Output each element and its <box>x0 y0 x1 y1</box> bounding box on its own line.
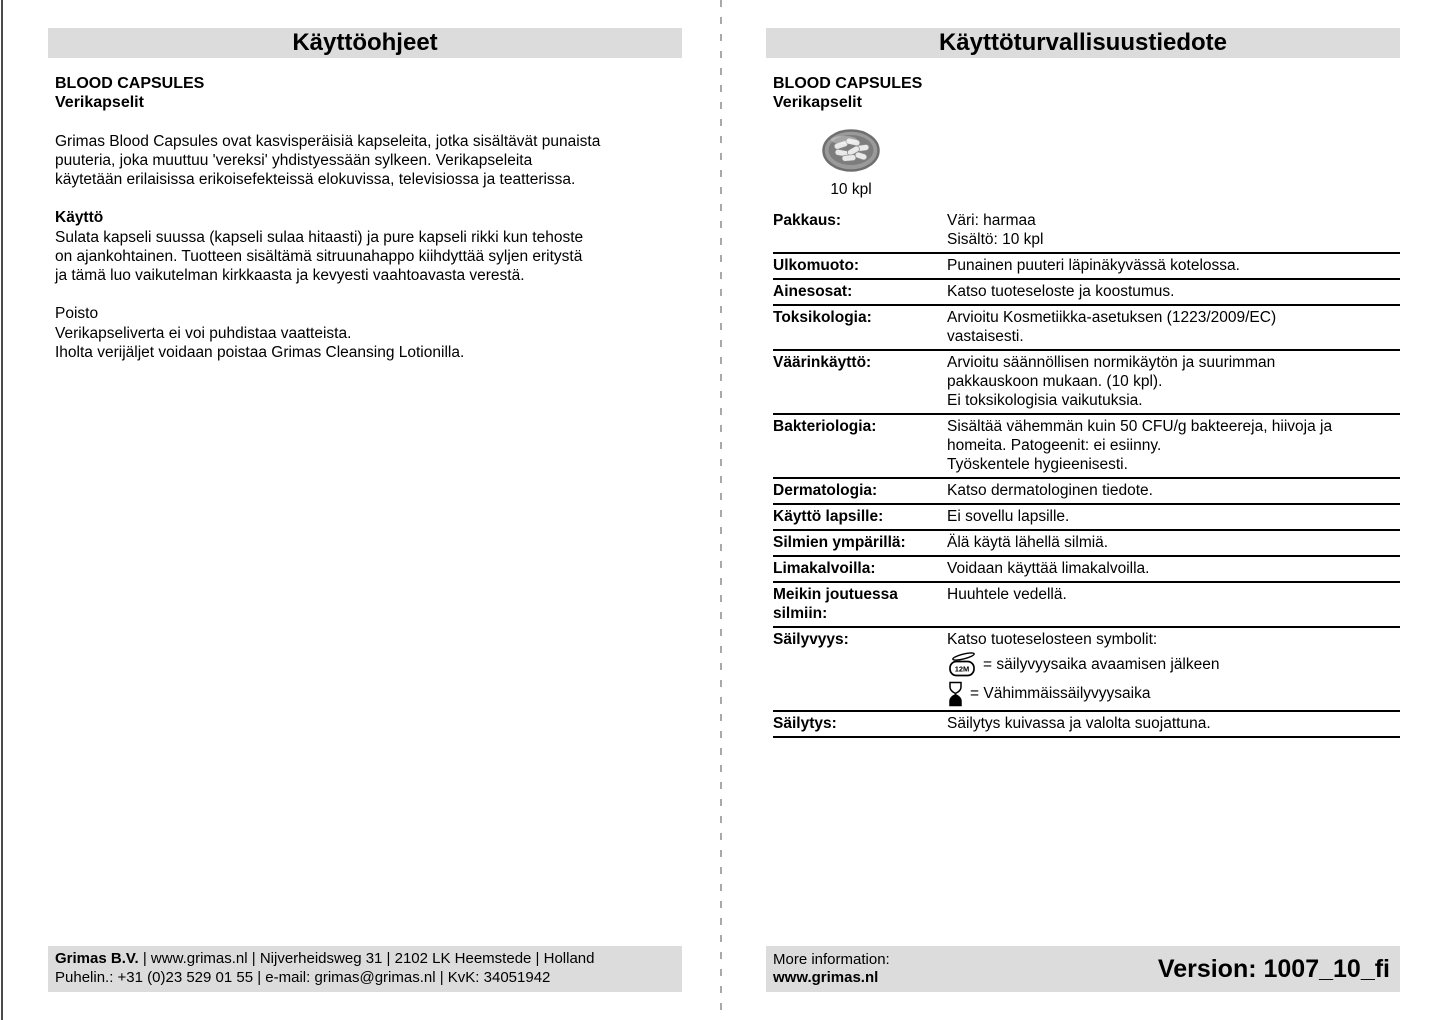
spacer <box>55 285 682 304</box>
product-name: BLOOD CAPSULES <box>773 75 923 92</box>
row-value: Huuhtele vedellä. <box>947 585 1067 603</box>
spacer <box>55 112 682 131</box>
table-row <box>773 254 1400 280</box>
usage-heading: Käyttö <box>55 209 104 227</box>
row-label: Bakteriologia: <box>773 417 877 435</box>
row-label: Säilyvyys: <box>773 630 849 648</box>
table-row <box>773 351 1400 415</box>
row-label: Toksikologia: <box>773 308 872 326</box>
row-label: Dermatologia: <box>773 481 878 499</box>
row-label: Limakalvoilla: <box>773 559 876 577</box>
table-row <box>773 479 1400 505</box>
safety-table <box>773 209 1400 738</box>
pao-badge-text: 12M <box>954 664 970 674</box>
hourglass-icon <box>947 681 964 707</box>
row-value: Arvioitu säännöllisen normikäytön ja suurimman pakkauskoon mukaan. (10 kpl). Ei toksikologisia vaikutuksia. <box>947 353 1276 409</box>
pao-open-jar-icon <box>947 651 977 678</box>
row-value: Arvioitu Kosmetiikka-asetuksen (1223/2009/EC) vastaisesti. <box>947 308 1277 345</box>
page-left-border <box>1 0 3 1020</box>
symbol-text: = Vähimmäissäilyvyysaika <box>970 685 1151 703</box>
product-figure <box>822 129 880 198</box>
table-row <box>773 583 1400 628</box>
product-figure-caption: 10 kpl <box>830 180 872 198</box>
table-row <box>773 531 1400 557</box>
company-footer <box>48 946 682 992</box>
row-label: Pakkaus: <box>773 211 842 229</box>
website-text: www.grimas.nl <box>773 969 879 986</box>
more-info-label: More information: <box>773 950 890 968</box>
symbol-text: = säilyvyysaika avaamisen jälkeen <box>983 656 1220 674</box>
version-text: Version: 1007_10_fi <box>1157 954 1390 983</box>
company-footer-line1 <box>55 950 674 969</box>
product-name: BLOOD CAPSULES <box>55 75 205 92</box>
row-value-text: Katso tuoteselosteen symbolit: <box>947 630 1158 648</box>
table-row <box>773 280 1400 306</box>
row-value: Katso tuoteseloste ja koostumus. <box>947 282 1175 300</box>
row-value: Voidaan käyttää limakalvoilla. <box>947 559 1150 577</box>
company-name: Grimas B.V. <box>55 950 139 967</box>
row-label: Säilytys: <box>773 714 837 732</box>
table-row <box>773 306 1400 351</box>
safety-header: Käyttöturvallisuustiedote <box>766 28 1400 58</box>
instructions-header: Käyttöohjeet <box>48 28 682 58</box>
row-value: Ei sovellu lapsille. <box>947 507 1070 525</box>
safety-column <box>773 74 1400 738</box>
table-row <box>773 415 1400 479</box>
version-footer <box>766 946 1400 992</box>
spacer <box>55 189 682 208</box>
product-subtitle: Verikapselit <box>55 94 144 112</box>
row-value <box>947 630 1400 707</box>
row-label: Meikin joutuessa silmiin: <box>773 585 898 622</box>
table-row <box>773 505 1400 531</box>
company-footer-line1-rest: | www.grimas.nl | Nijverheidsweg 31 | 2102 LK Heemstede | Holland <box>138 950 595 967</box>
row-value: Sisältää vähemmän kuin 50 CFU/g bakteereja, hiivoja ja homeita. Patogeenit: ei esiinny. Työskentele hygieenisesti. <box>947 417 1333 473</box>
product-subtitle: Verikapselit <box>773 94 862 112</box>
table-row <box>773 712 1400 738</box>
row-label: Ainesosat: <box>773 282 853 300</box>
row-label: Käyttö lapsille: <box>773 507 884 525</box>
usage-paragraph: Sulata kapseli suussa (kapseli sulaa hitaasti) ja pure kapseli rikki kun tehoste on ajankohtainen. Tuotteen sisältämä sitruunahappo kiihdyttää syljen eritystä ja tämä luo vaikutelman kirkkaasta ja kevyesti vaahtoavasta verestä. <box>55 228 584 284</box>
row-value: Älä käytä lähellä silmiä. <box>947 533 1109 551</box>
intro-paragraph: Grimas Blood Capsules ovat kasvisperäisiä kapseleita, jotka sisältävät punaista puuteria, joka muuttuu 'vereksi' yhdistyessään sylkeen. Verikapseleita käytetään erilaisissa erikoisefekteissä elokuvissa, televisiossa ja teatterissa. <box>55 132 601 188</box>
table-row <box>773 209 1400 254</box>
more-info-block <box>773 951 890 988</box>
table-row <box>773 557 1400 583</box>
removal-paragraph: Verikapseliverta ei voi puhdistaa vaatteista. Iholta verijäljet voidaan poistaa Grimas Cleansing Lotionilla. <box>55 324 465 361</box>
removal-heading: Poisto <box>55 305 99 323</box>
instructions-column <box>55 74 682 362</box>
dashed-column-divider <box>720 0 722 1020</box>
symbol-line <box>947 681 1400 707</box>
row-label: Silmien ympärillä: <box>773 533 906 551</box>
row-value: Katso dermatologinen tiedote. <box>947 481 1153 499</box>
row-value: Väri: harmaa Sisältö: 10 kpl <box>947 211 1044 248</box>
row-value: Säilytys kuivassa ja valolta suojattuna. <box>947 714 1211 732</box>
capsule-dish-photo <box>822 159 880 176</box>
row-label: Väärinkäyttö: <box>773 353 872 371</box>
table-row <box>773 628 1400 712</box>
symbol-line <box>947 652 1400 678</box>
row-value: Punainen puuteri läpinäkyvässä kotelossa. <box>947 256 1240 274</box>
company-footer-line2: Puhelin.: +31 (0)23 529 01 55 | e-mail: grimas@grimas.nl | KvK: 34051942 <box>55 968 551 986</box>
row-label: Ulkomuoto: <box>773 256 860 274</box>
